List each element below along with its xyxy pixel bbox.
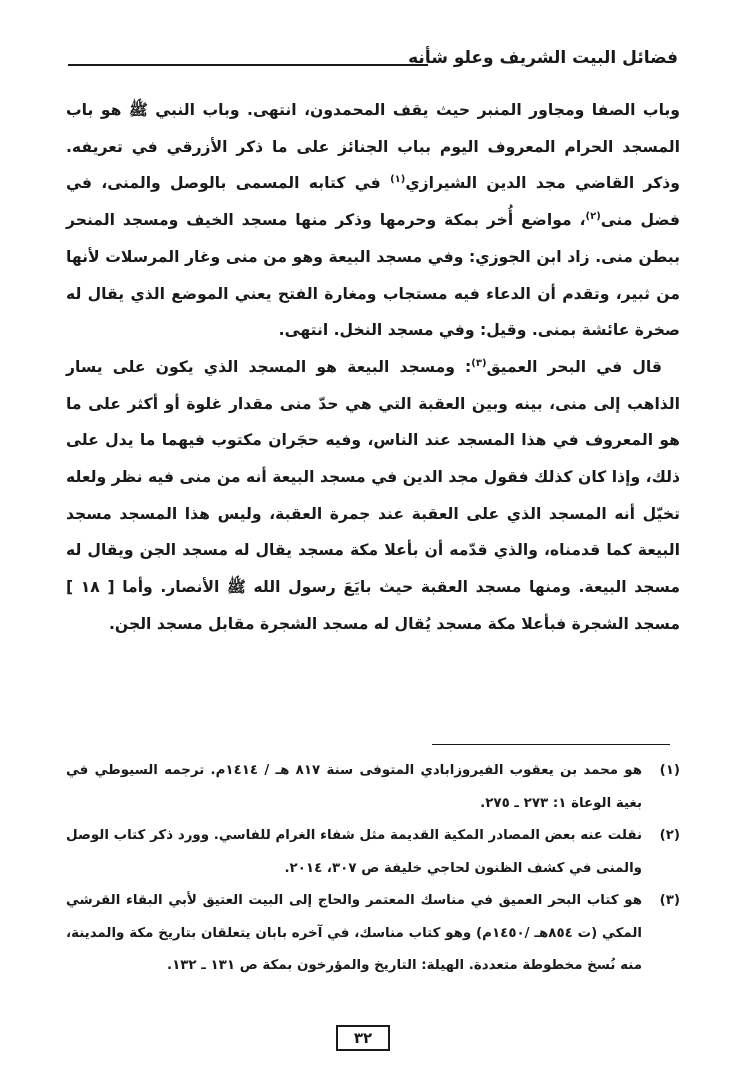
paragraph-2-part-1: قال في البحر العميق: [486, 357, 662, 376]
header-rule: [68, 64, 428, 66]
footnote-ref-1: (١): [390, 174, 406, 186]
footnote-number: (٢): [659, 828, 680, 843]
paragraph-1-part-1: وباب الصفا ومجاور المنبر حيث يقف المحمدون، انتهى. وباب النبي ﷺ هو باب المسجد الحرام المعروف اليوم بباب الجنائز على ما ذكر الأزرقي في تعريفه. وذكر القاضي مجد الدين الشيرازي: [66, 101, 680, 193]
footnote-item: [66, 820, 680, 885]
footnote-item: [66, 885, 680, 983]
paragraph-2: [66, 349, 680, 643]
footnote-number: (١): [659, 763, 680, 778]
footnote-number: (٣): [659, 893, 680, 908]
paragraph-2-part-2: : ومسجد البيعة هو المسجد الذي يكون على يسار الذاهب إلى منى، بينه وبين العقبة التي هي حدّ منى مقدار غلوة أو أكثر على ما هو المعروف في هذا المسجد عند الناس، وفيه حجَران مكتوب فيهما ما يدل على ذلك، وإذا كان كذلك فقول مجد الدين في مسجد البيعة أنه من منى فيه نظر ولعله تخيّل أنه المسجد الذي على العقبة عند جمرة العقبة، وليس هذا المسجد مسجد البيعة كما قدمناه، والذي قدّمه أن بأعلا مكة مسجد يقال له مسجد الجن ويقال له مسجد البيعة. ومنها مسجد العقبة حيث بايَعَ رسول الله ﷺ الأنصار. وأما [ ١٨ ] مسجد الشجرة فبأعلا مكة مسجد يُقال له مسجد الشجرة مقابل مسجد الجن.: [66, 357, 680, 633]
paragraph-1: [66, 92, 680, 349]
footnote-ref-2: (٢): [585, 210, 601, 222]
main-text: [66, 92, 680, 643]
footnote-ref-3: (٣): [471, 357, 487, 369]
running-header: [68, 46, 678, 76]
paragraph-1-part-2: في كتابه المسمى بالوصل والمنى، في فضل منى: [66, 174, 680, 230]
footnote-separator: [432, 744, 670, 745]
footnote-text: هو محمد بن يعقوب الفيروزابادي المتوفى سنة ٨١٧ هـ / ١٤١٤م. ترجمه السيوطي في بغية الوعاة ١: ٢٧٣ ـ ٢٧٥.: [66, 763, 642, 811]
running-header-title: فضائل البيت الشريف وعلو شأنه: [408, 48, 678, 68]
footnote-text: هو كتاب البحر العميق في مناسك المعتمر والحاج إلى البيت العتيق لأبي البقاء القرشي المكي (ت ٨٥٤هـ /١٤٥٠م) وهو كتاب مناسك، في آخره بابان يتعلقان بتاريخ مكة والمدينة، منه نُسخ مخطوطة متعددة. الهيلة: التاريخ والمؤرخون بمكة ص ١٣١ ـ ١٣٢.: [66, 893, 642, 973]
footnote-text: نقلت عنه بعض المصادر المكية القديمة مثل شفاء الغرام للفاسي. وورد ذكر كتاب الوصل والمنى في كشف الظنون لحاجي خليفة ص ٣٠٧، ٢٠١٤.: [66, 828, 642, 876]
footnote-item: [66, 755, 680, 820]
footnotes: [66, 755, 680, 983]
page-number: ٣٢: [336, 1025, 390, 1051]
paragraph-1-part-3: ، مواضع أُخر بمكة وحرمها وذكر منها مسجد الخيف ومسجد المنحر ببطن منى. زاد ابن الجوزي: وفي مسجد البيعة وهو من منى وغار المرسلات لأنها من ثبير، وتقدم أن الدعاء فيه مستجاب ومغارة الفتح يعني الموضع الذي يقال له صخرة عائشة بمنى. وقيل: وفي مسجد النخل. انتهى.: [66, 211, 680, 340]
